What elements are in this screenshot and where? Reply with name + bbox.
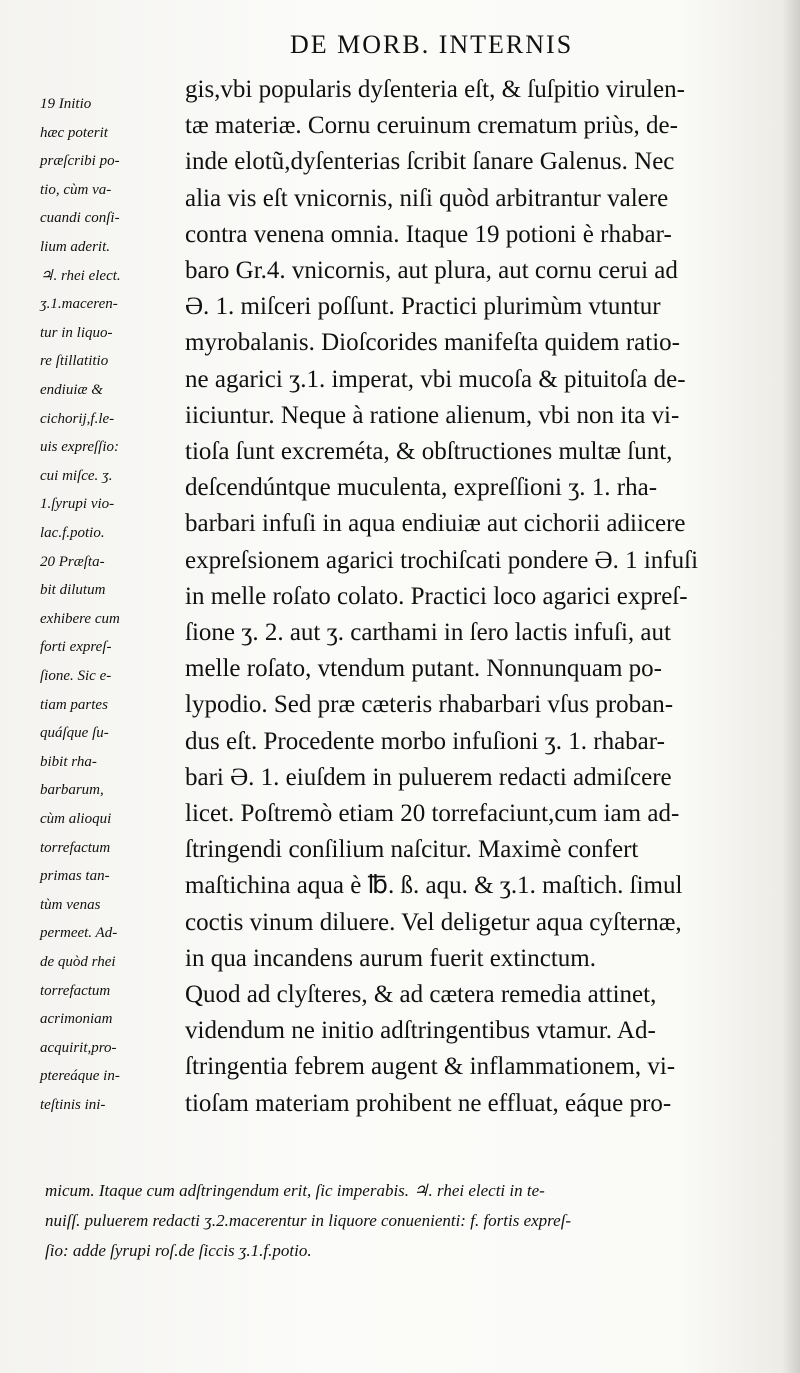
text-line: baro Gr.4. vnicornis, aut plura, aut cornu cerui ad bbox=[185, 257, 678, 284]
margin-note-line: cùm alioqui bbox=[40, 811, 112, 827]
margin-note-line: primas tan- bbox=[40, 868, 110, 885]
margin-note-line: cichorij,f.le- bbox=[40, 410, 115, 427]
running-head: DE MORB. INTERNIS bbox=[290, 30, 574, 59]
margin-note-line: bibit rha- bbox=[40, 753, 97, 770]
footnote-line: nuiſſ. puluerem redacti ʒ.2.macerentur in liquore conuenienti: f. fortis expreſ- bbox=[45, 1211, 572, 1230]
text-line: coctis vinum diluere. Vel deligetur aqua cyſternæ, bbox=[185, 908, 682, 936]
margin-note-line: ♃. rhei elect. bbox=[40, 267, 121, 284]
text-line: tioſa ſunt excreméta, & obſtructiones multæ ſunt, bbox=[185, 438, 673, 465]
text-line: dus eſt. Procedente morbo infuſioni ʒ. 1. rhabar- bbox=[185, 727, 665, 755]
text-line: bari Ə. 1. eiuſdem in puluerem redacti admiſcere bbox=[185, 763, 672, 791]
text-line: in melle roſato colato. Practici loco agarici expreſ- bbox=[185, 582, 688, 610]
text-line: iiciuntur. Neque à ratione alienum, vbi non ita vi- bbox=[185, 401, 680, 429]
text-line: ſtringentia febrem augent & inflammationem, vi- bbox=[185, 1053, 676, 1081]
margin-note-line: quáſque ſu- bbox=[40, 725, 109, 742]
text-line: ne agarici ʒ.1. imperat, vbi mucoſa & pituitoſa de- bbox=[185, 365, 686, 393]
margin-note-line: cui miſce. ʒ. bbox=[40, 467, 113, 484]
text-line: licet. Poſtremò etiam 20 torrefaciunt,cum iam ad- bbox=[185, 800, 680, 827]
margin-note-line: torrefactum bbox=[40, 982, 111, 999]
text-line: myrobalanis. Dioſcorides manifeſta quidem ratio- bbox=[185, 329, 680, 357]
text-line: ſione ʒ. 2. aut ʒ. carthami in ſero lactis infuſi, aut bbox=[185, 619, 671, 646]
margin-note-line: ſione. Sic e- bbox=[40, 668, 112, 684]
text-line: maſtichina aqua è ℔. ß. aqu. & ʒ.1. maſtich. ſimul bbox=[185, 872, 683, 900]
text-line: Quod ad clyſteres, & ad cætera remedia attinet, bbox=[185, 981, 657, 1008]
margin-note-line: 20 Præſta- bbox=[40, 553, 105, 570]
margin-note-line: cuandi conſi- bbox=[40, 210, 120, 227]
margin-note-line: barbarum, bbox=[40, 782, 104, 799]
margin-note-line: tiam partes bbox=[40, 696, 108, 713]
text-line: lypodio. Sed præ cæteris rhabarbari vſus proban- bbox=[185, 691, 674, 719]
margin-note-line: bit dilutum bbox=[40, 582, 106, 599]
margin-note-line: tio, cùm va- bbox=[40, 181, 112, 198]
margin-note-line: tur in liquo- bbox=[40, 324, 113, 341]
text-line: ſtringendi conſilium naſcitur. Maximè confert bbox=[185, 836, 639, 864]
text-line: in qua incandens aurum fuerit extinctum. bbox=[185, 944, 596, 972]
margin-note-line: torrefactum bbox=[40, 839, 111, 856]
margin-note-line: præſcribi po- bbox=[40, 153, 120, 170]
margin-note-line: uis expreſſio: bbox=[40, 439, 120, 456]
margin-note-line: lac.f.potio. bbox=[40, 525, 105, 541]
text-line: videndum ne initio adſtringentibus vtamur. Ad- bbox=[185, 1017, 656, 1045]
text-line: melle roſato, vtendum putant. Nonnunquam po- bbox=[185, 655, 662, 683]
margin-note-line: exhibere cum bbox=[40, 610, 120, 627]
footnote-line: micum. Itaque cum adſtringendum erit, ſic imperabis. ♃. rhei electi in te- bbox=[45, 1181, 545, 1200]
margin-note-line: 1.ſyrupi vio- bbox=[40, 496, 115, 513]
margin-note-line: de quòd rhei bbox=[40, 954, 116, 970]
text-line: inde elotũ,dyſenterias ſcribit ſanare Galenus. Nec bbox=[185, 148, 675, 176]
margin-note-line: acrimoniam bbox=[40, 1011, 113, 1028]
text-line: tæ materiæ. Cornu ceruinum crematum priùs, de- bbox=[185, 112, 678, 140]
margin-note-line: ʒ.1.maceren- bbox=[40, 296, 118, 313]
footnote-line: ſio: adde ſyrupi roſ.de ſiccis ʒ.1.f.potio. bbox=[45, 1241, 312, 1260]
margin-note-line: teſtinis ini- bbox=[40, 1097, 106, 1113]
margin-note-line: tùm venas bbox=[40, 896, 101, 913]
text-line: tioſam materiam prohibent ne effluat, eáque pro- bbox=[185, 1089, 672, 1117]
page-edge-shadow bbox=[782, 0, 800, 1373]
margin-note-line: hæc poterit bbox=[40, 124, 108, 141]
margin-note-line: 19 Initio bbox=[40, 96, 92, 112]
margin-note-line: ptereáque in- bbox=[40, 1068, 120, 1085]
text-line: Ə. 1. miſceri poſſunt. Practici plurimùm vtuntur bbox=[185, 293, 661, 321]
margin-note-line: lium aderit. bbox=[40, 239, 110, 255]
margin-note-line: permeet. Ad- bbox=[40, 925, 118, 942]
text-line: gis,vbi popularis dyſenteria eſt, & ſuſpitio virulen- bbox=[185, 76, 685, 103]
text-line: barbari infuſi in aqua endiuiæ aut cichorii adiicere bbox=[185, 510, 686, 538]
margin-note-line: forti expreſ- bbox=[40, 639, 112, 656]
text-line: contra venena omnia. Itaque 19 potioni è rhabar- bbox=[185, 220, 672, 248]
text-line: expreſsionem agarici trochiſcati pondere Ə. 1 infuſi bbox=[185, 546, 699, 574]
margin-note-line: endiuiæ & bbox=[40, 382, 103, 398]
text-line: deſcendúntque muculenta, expreſſioni ʒ. 1. rha- bbox=[185, 474, 658, 502]
margin-note-line: acquirit,pro- bbox=[40, 1039, 117, 1056]
margin-note-line: re ſtillatitio bbox=[40, 353, 109, 370]
text-line: alia vis eſt vnicornis, niſi quòd arbitrantur valere bbox=[185, 184, 669, 212]
